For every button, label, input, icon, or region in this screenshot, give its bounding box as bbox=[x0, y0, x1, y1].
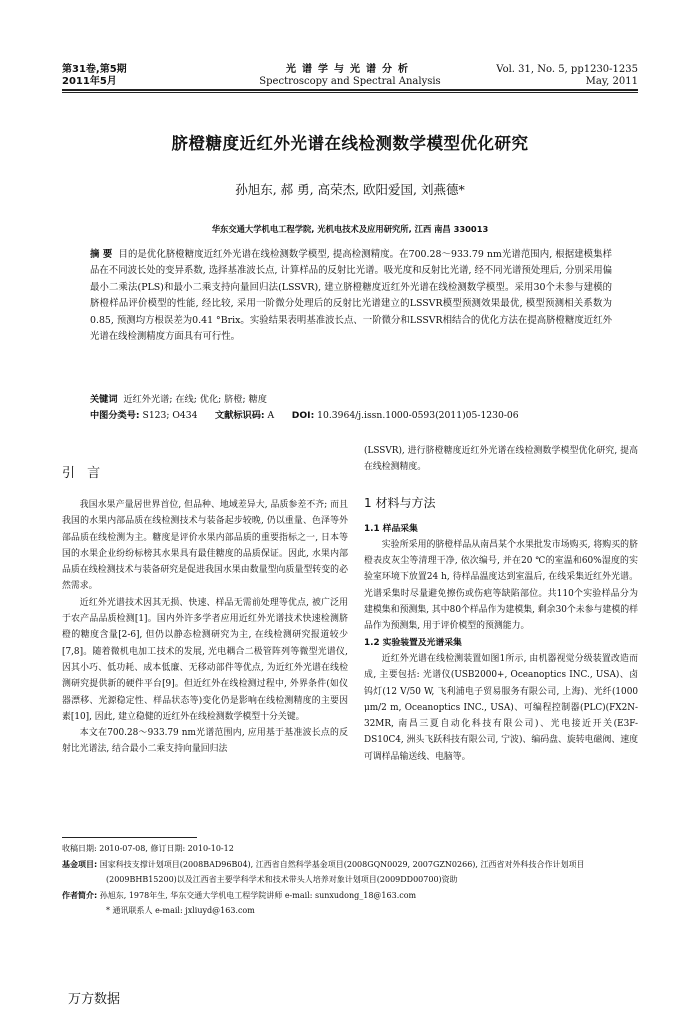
doi-label: DOI: bbox=[291, 410, 315, 421]
intro-paragraph-2: 近红外光谱技术因其无损、快速、样品无需前处理等优点, 被广泛用于农产品品质检测[1]。国内外许多学者应用近红外光谱技术快速检测脐橙的糖度含量[2-6], 但仍以静态检测研究为主, 在线检测研究报道较少[7,8]。随着微机电加工技术的发展, 光电耦合二极管阵列等微型光谱仪, 因其小巧、低功耗、成本低廉、无移动部件等优点, 为近红外光谱在线检测研究提供新的硬件平台[9]。但近红外在线检测过程中, 外界条件(如仪器漂移、光源稳定性、样品状态等)变化仍是影响在线检测精度的主要因素[10], 因此, 建立稳健的近红外在线检测数学模型十分关键。 bbox=[62, 597, 348, 722]
issue-date: 2011年5月 bbox=[62, 76, 117, 87]
doc-code-label: 文献标识码: bbox=[215, 410, 265, 421]
doi-value: 10.3964/j.issn.1000-0593(2011)05-1230-06 bbox=[317, 410, 519, 421]
footnotes bbox=[62, 841, 648, 919]
keywords-label: 关键词 bbox=[90, 394, 118, 405]
journal-name bbox=[240, 64, 460, 88]
clc-label: 中图分类号: bbox=[90, 410, 140, 421]
intro-paragraph-3: 本文在700.28～933.79 nm光谱范围内, 应用基于基准波长点的反射比光谱法, 结合最小二乘支持向量回归法 bbox=[62, 728, 348, 755]
clc-value: S123; O434 bbox=[142, 410, 198, 421]
doc-code-value: A bbox=[267, 410, 275, 421]
bio-label: 作者简介: bbox=[62, 890, 98, 900]
funding-label: 基金项目: bbox=[62, 859, 98, 869]
watermark: 万方数据 bbox=[68, 992, 121, 1007]
paper-title: 脐橙糖度近红外光谱在线检测数学模型优化研究 bbox=[171, 134, 529, 153]
methods-paragraph-1: 实验所采用的脐橙样品从南昌某个水果批发市场购买, 将购买的脐橙表皮灰尘等清理干净, 依次编号, 并在20 ℃的室温和60%湿度的实验室环境下放置24 h, 待样品温度达到室温后, 在线采集近红外光谱。光谱采集时尽量避免擦伤或伤疤等缺陷部位。共110个实验样品分为建模集和预测集, 其中80个样品作为建模集, 剩余30个未参与建模的样品作为预测集, 用于评价模型的预测能力。 bbox=[364, 539, 638, 632]
footnote-corresponding: * 通讯联系人 e-mail: jxliuyd@163.com bbox=[106, 906, 255, 915]
abstract bbox=[90, 247, 612, 345]
classification-row bbox=[90, 408, 612, 424]
footnote-dates: 收稿日期: 2010-07-08, 修订日期: 2010-10-12 bbox=[62, 844, 234, 853]
intro-heading-wrap bbox=[62, 462, 348, 481]
header-rule bbox=[62, 89, 638, 91]
bio-text: 孙旭东, 1978年生, 华东交通大学机电工程学院讲师 e-mail: sunxudong_18@163.com bbox=[99, 890, 417, 900]
footnote-bio bbox=[62, 888, 648, 904]
journal-issue bbox=[62, 64, 127, 88]
abstract-text: 目的是优化脐橙糖度近红外光谱在线检测数学模型, 提高检测精度。在700.28～933.79 nm光谱范围内, 根据建模集样品在不同波长处的变异系数, 选择基准波长点, 计算样品的反射比光谱。吸光度和反射比光谱, 经不同光谱预处理后, 分别采用偏最小二乘法(PLS)和最小二乘支持向量回归法(LSSVR), 建立脐橙糖度近红外光谱在线检测数学模型。采用30个未参与建模的脐橙样品评价模型的性能, 经比较, 采用一阶微分处理后的反射比光谱建立的LSSVR模型预测效果最优, 模型预测相关系数为0.85, 预测均方根误差为0.41 °Brix。实验结果表明基准波长点、一阶微分和LSSVR相结合的优化方法在提高脐橙糖度近红外光谱在线检测精度方面具有可行性。 bbox=[90, 249, 612, 343]
intro-continuation: (LSSVR), 进行脐橙糖度近红外光谱在线检测数学模型优化研究, 提高在线检测精度。 bbox=[364, 446, 638, 473]
subsection-apparatus: 1.2 实验装置及光谱采集 bbox=[364, 637, 462, 648]
methods-paragraph-2: 近红外光谱在线检测装置如图1所示, 由机器视觉分级装置改造而成, 主要包括: 光谱仪(USB2000+, Oceanoptics INC., USA)、卤钨灯(12 V/50 W, 飞利浦电子贸易服务有限公司, 上海)、光纤(1000 μm/2 m, Oceanoptics INC., USA)、可编程控制器(PLC)(FX2N-32MR, 南昌三夏自动化科技有限公司)、光电接近开关(E3F-DS10C4, 洲头飞跃科技有限公司, 宁波)、编码盘、旋转电磁阀、速度可调样品输送线、电脑等。 bbox=[364, 653, 638, 762]
issue-volume: 第31卷,第5期 bbox=[62, 64, 127, 75]
keywords-block bbox=[90, 392, 612, 424]
volume-pages: Vol. 31, No. 5, pp1230-1235 bbox=[496, 64, 638, 75]
header-rule-thin bbox=[62, 92, 638, 93]
affiliation: 华东交通大学机电工程学院, 光机电技术及应用研究所, 江西 南昌 330013 bbox=[211, 224, 489, 234]
volume-date: May, 2011 bbox=[585, 76, 638, 87]
keywords-row bbox=[90, 392, 612, 408]
left-column bbox=[62, 497, 348, 758]
intro-paragraph-1: 我国水果产量居世界首位, 但品种、地域差异大, 品质参差不齐; 而且我国的水果内部品质在线检测技术与装备起步较晚, 仍以重量、色泽等外部品质在线检测为主。糖度是评价水果内部品质的重要指标之一, 日本等国的水果企业纷纷标榜其水果具有最佳糖度的品质保证。因此, 水果内部品质在线检测技术与装备研究是促进我国水果由数量型向质量型转变的必然需求。 bbox=[62, 500, 348, 592]
footnote-funding bbox=[62, 857, 648, 888]
journal-name-en: Spectroscopy and Spectral Analysis bbox=[259, 76, 441, 87]
keywords-text: 近红外光谱; 在线; 优化; 脐橙; 糖度 bbox=[123, 394, 267, 405]
section-heading-intro: 引 言 bbox=[62, 466, 105, 481]
journal-name-cn: 光谱学与光谱分析 bbox=[286, 64, 414, 75]
funding-text: 国家科技支撑计划项目(2008BAD96B04), 江西省自然科学基金项目(2008GQN0029, 2007GZN0266), 江西省对外科技合作计划项目(2009BHB15200)以及江西省主要学科学术和技术带头人培养对象计划项目(2009DD00700)资助 bbox=[99, 859, 585, 884]
subsection-sample-collection: 1.1 样品采集 bbox=[364, 523, 418, 534]
section-heading-methods: 1 材料与方法 bbox=[364, 495, 436, 510]
right-column bbox=[364, 443, 638, 765]
footnote-rule bbox=[62, 837, 197, 838]
abstract-label: 摘 要 bbox=[90, 249, 113, 260]
author-list: 孙旭东, 郝 勇, 高荣杰, 欧阳爱国, 刘燕德* bbox=[235, 182, 465, 197]
journal-volume bbox=[496, 64, 638, 88]
